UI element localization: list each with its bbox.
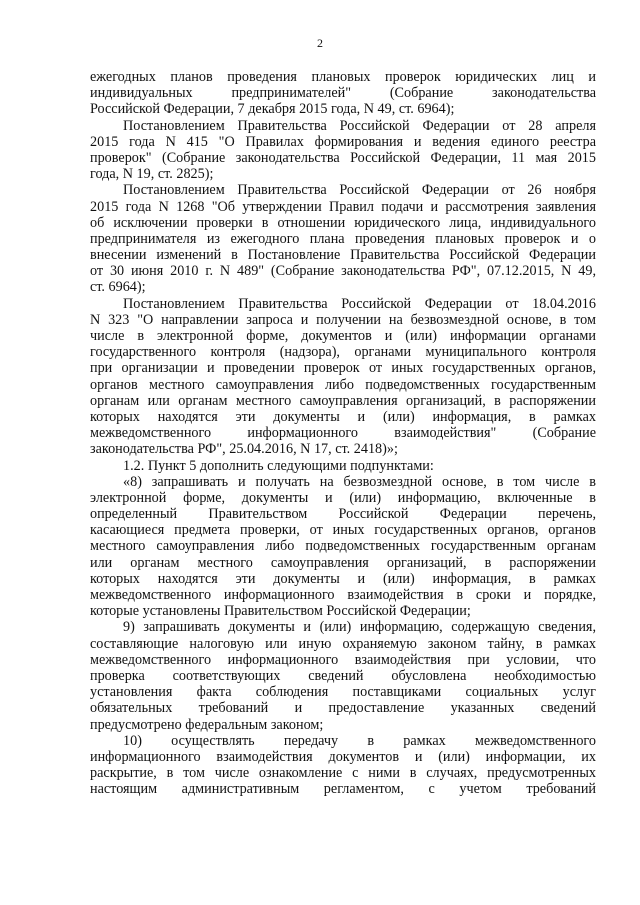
paragraph-line: обязательных требований и предоставление указанных сведений — [90, 700, 596, 717]
paragraph-line: электронной форме, документы и (или) информацию, включенные в — [90, 489, 596, 506]
paragraph-line: предпринимателя из ежегодного плана проведения плановых проверок и о — [90, 230, 596, 247]
paragraph-line: 2015 года N 1268 "Об утверждении Правил подачи и рассмотрения заявления — [90, 198, 596, 215]
paragraph — [90, 69, 596, 118]
paragraph-line: об исключении проверки в отношении юридического лица, индивидуального — [90, 214, 596, 231]
paragraph-line: органов местного самоуправления либо подведомственных государственным — [90, 376, 596, 393]
paragraph-line: от 30 июня 2010 г. N 489" (Собрание законодательства РФ", 07.12.2015, N 49, — [90, 263, 596, 280]
paragraph-line: ст. 6964); — [90, 279, 146, 296]
paragraph-line: законодательства РФ", 25.04.2016, N 17, ст. 2418)»; — [90, 441, 398, 458]
paragraph-line: 2015 года N 415 "О Правилах формирования и ведения единого реестра — [90, 133, 596, 150]
paragraph-line: или органам местного самоуправления организаций, в распоряжении — [90, 554, 596, 571]
paragraph-line: местного самоуправления либо подведомственных государственным органам — [90, 538, 596, 555]
paragraph-line: раскрытие, в том числе ознакомление с ними в случаях, предусмотренных — [90, 765, 596, 782]
paragraph-line: касающиеся предмета проверки, от иных государственных органов, органов — [90, 522, 596, 539]
paragraph-line: которые установлены Правительством Российской Федерации; — [90, 603, 471, 620]
paragraph-line: проверка соответствующих сведений обусловлена необходимостью — [90, 667, 596, 684]
paragraph-line: внесении изменений в Постановление Правительства Российской Федерации — [90, 247, 596, 264]
paragraph — [90, 118, 596, 183]
paragraph-line: N 323 "О направлении запроса и получении на безвозмездной основе, в том — [90, 311, 596, 328]
paragraph-line: при организации и проведении проверок от иных государственных органов, — [90, 360, 596, 377]
paragraph-line: Российской Федерации, 7 декабря 2015 года, N 49, ст. 6964); — [90, 101, 455, 118]
paragraph-line: 1.2. Пункт 5 дополнить следующими подпунктами: — [123, 457, 434, 474]
paragraph-line: органам или органам местного самоуправления организаций, в распоряжении — [90, 392, 596, 409]
paragraph-line: которых находятся эти документы и (или) информация, в рамках — [90, 570, 596, 587]
page-number: 2 — [317, 36, 323, 50]
paragraph-line: настоящим административным регламентом, с учетом требований — [90, 781, 596, 798]
paragraph-line: составляющие налоговую или иную охраняемую законом тайну, в рамках — [90, 635, 596, 652]
paragraph-line: межведомственного информационного взаимодействия в сроки и порядке, — [90, 587, 596, 603]
paragraph-line: определенный Правительством Российской Федерации перечень, — [90, 506, 596, 523]
paragraph-line: числе в электронной форме, документов и (или) информации органами — [90, 328, 596, 344]
paragraph-line: предусмотрено федеральным законом; — [90, 716, 324, 733]
paragraph-line: индивидуальных предпринимателей" (Собрание законодательства — [90, 85, 596, 102]
paragraph — [90, 296, 596, 458]
paragraph-line: ежегодных планов проведения плановых проверок юридических лиц и — [90, 69, 596, 85]
paragraph-line: 10) осуществлять передачу в рамках межведомственного — [123, 732, 596, 749]
paragraph — [90, 619, 596, 732]
paragraph-line: «8) запрашивать и получать на безвозмездной основе, в том числе в — [123, 473, 596, 490]
paragraph — [90, 182, 596, 295]
paragraph-line: государственного контроля (надзора), органами муниципального контроля — [90, 344, 596, 361]
paragraph-line: которых находятся эти документы и (или) информация, в рамках — [90, 408, 596, 425]
paragraph-line: установления факта соблюдения поставщиками социальных услуг — [90, 684, 596, 701]
paragraph-line: межведомственного информационного взаимодействия при условии, что — [90, 651, 596, 668]
paragraph-line: межведомственного информационного взаимодействия" (Собрание — [90, 425, 596, 442]
paragraph-line: года, N 19, ст. 2825); — [90, 166, 214, 183]
paragraph-line: информационного взаимодействия документов и (или) информации, их — [90, 748, 596, 765]
paragraph — [90, 458, 596, 474]
paragraph — [90, 733, 596, 798]
paragraph-line: Постановлением Правительства Российской Федерации от 28 апреля — [123, 117, 596, 134]
document-body — [90, 69, 596, 797]
paragraph-line: Постановлением Правительства Российской Федерации от 26 ноября — [123, 182, 596, 199]
paragraph — [90, 474, 596, 620]
paragraph-line: Постановлением Правительства Российской Федерации от 18.04.2016 — [123, 295, 596, 312]
paragraph-line: 9) запрашивать документы и (или) информацию, содержащую сведения, — [123, 619, 596, 636]
paragraph-line: проверок" (Собрание законодательства Российской Федерации, 11 мая 2015 — [90, 149, 596, 166]
